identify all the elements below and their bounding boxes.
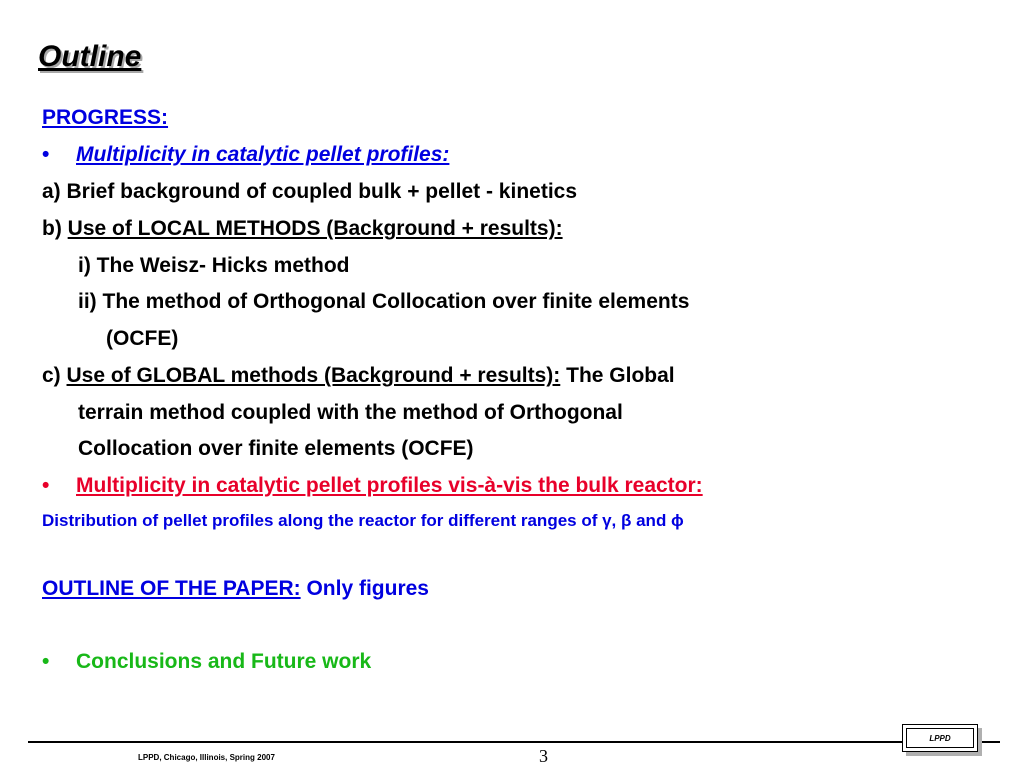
outline-paper-line <box>42 577 429 601</box>
line-c <box>42 364 675 388</box>
line-c-cont-2: Collocation over finite elements (OCFE) <box>78 437 474 460</box>
line-b-heading: Use of LOCAL METHODS (Background + results): <box>67 217 563 240</box>
footer-text: LPPD, Chicago, Illinois, Spring 2007 <box>138 753 275 762</box>
item-2-part-1: Multiplicity in <box>76 474 216 497</box>
item-1-title: Multiplicity in catalytic pellet profiles: <box>76 143 450 166</box>
slide-title: Outline <box>38 40 142 73</box>
bullet-3: • <box>42 650 50 673</box>
line-b-i: i) The Weisz- Hicks method <box>78 254 350 277</box>
progress-heading: PROGRESS: <box>42 106 169 129</box>
item-2-part-2: catalytic pellet profiles vis-à-vis the bulk reactor: <box>216 474 703 497</box>
line-a: a) Brief background of coupled bulk + pellet - kinetics <box>42 180 578 203</box>
lppd-logo-text: LPPD <box>906 728 974 748</box>
line-c-cont-1: terrain method coupled with the method of Orthogonal <box>78 401 623 424</box>
line-c-rest: The Global <box>560 364 675 387</box>
outline-paper-rest: Only figures <box>300 577 429 600</box>
item-2-title <box>76 474 703 498</box>
distribution-line: Distribution of pellet profiles along the reactor for different ranges of γ, β and ϕ <box>42 511 684 530</box>
line-c-heading: Use of GLOBAL methods (Background + results): <box>66 364 561 387</box>
lppd-logo <box>902 724 978 752</box>
line-b-prefix: b) <box>42 217 68 240</box>
outline-paper-label: OUTLINE OF THE PAPER: <box>42 577 301 600</box>
page-number: 3 <box>539 746 548 766</box>
line-c-prefix: c) <box>42 364 67 387</box>
conclusions-item: Conclusions and Future work <box>76 650 372 673</box>
line-b-ii-cont: (OCFE) <box>106 327 179 350</box>
line-b <box>42 217 563 241</box>
bullet-2: • <box>42 474 50 497</box>
footer-rule <box>28 741 1000 743</box>
bullet-1: • <box>42 143 50 166</box>
line-b-ii: ii) The method of Orthogonal Collocation over finite elements <box>78 290 690 313</box>
